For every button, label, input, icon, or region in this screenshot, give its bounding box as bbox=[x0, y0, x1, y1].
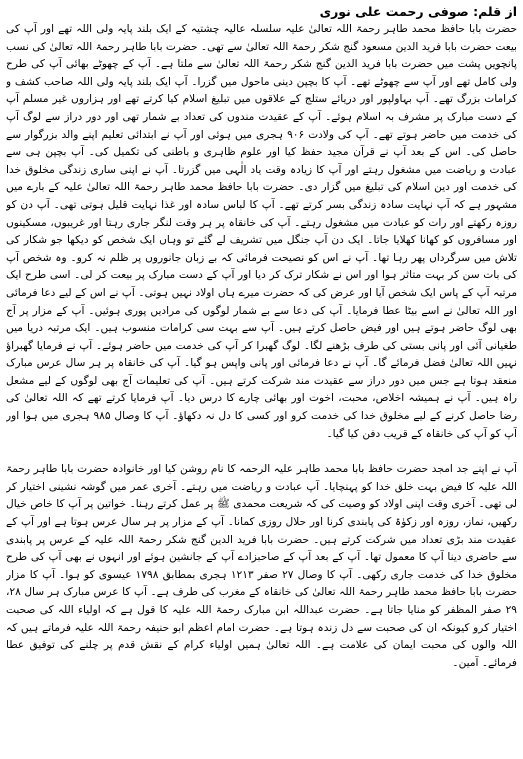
article-paragraph-1: حضرت بابا حافظ محمد طاہر رحمۃ اللہ تعالیٰ علیہ سلسلہ عالیہ چشتیہ کے ایک بلند پایہ ولی اللہ تھے اور آپ کی بیعت حضرت بابا فرید الدین مسعود گنج شکر رحمۃ اللہ تعالیٰ سے تھی۔ حضرت بابا طاہر رحمۃ اللہ تعالیٰ کی نسب پانچویں پشت میں حضرت بابا فرید الدین گنج شکر رحمۃ اللہ تعالیٰ سے ملتا ہے۔ آپ کے چھوٹے بھائی آپ کی طرح ولی کامل تھے اور آپ سے چھوٹے تھے۔ آپ کا بچپن دینی ماحول میں گزرا۔ آپ ایک بلند پایہ ولی اللہ صاحب کشف و کرامات بزرگ تھے۔ آپ بہاولپور اور دریائے ستلج کے علاقوں میں تبلیغ اسلام کیا کرتے تھے اور ہزاروں غیر مسلم آپ کے دست مبارک پر مشرف بہ اسلام ہوئے۔ آپ کے عقیدت مندوں کی تعداد بے شمار تھی اور دور دراز سے لوگ آپ کی خدمت میں حاضر ہوتے تھے۔ آپ کی ولادت ۹۰۶ ہجری میں ہوئی اور آپ نے ابتدائی تعلیم اپنے والد بزرگوار سے حاصل کی۔ اس کے بعد آپ نے قرآن مجید حفظ کیا اور علوم ظاہری و باطنی کی تکمیل کی۔ آپ بچپن ہی سے عبادت و ریاضت میں مشغول رہتے اور آپ کا زیادہ وقت یاد الٰہی میں گزرتا۔ آپ نے اپنی ساری زندگی مخلوق خدا کی خدمت اور دین اسلام کی تبلیغ میں گزار دی۔ حضرت بابا حافظ محمد طاہر رحمۃ اللہ تعالیٰ علیہ کے بارے میں مشہور ہے کہ آپ نہایت سادہ زندگی بسر کرتے تھے۔ آپ کا لباس سادہ اور غذا نہایت قلیل ہوتی تھی۔ آپ دن کو روزہ رکھتے اور رات کو عبادت میں مشغول رہتے۔ آپ کی خانقاہ پر ہر وقت لنگر جاری رہتا اور غریبوں، مسکینوں اور مسافروں کو کھانا کھلایا جاتا۔ ایک دن آپ جنگل میں تشریف لے گئے تو وہاں ایک شخص کو دیکھا جو شکار کی تلاش میں سرگرداں پھر رہا تھا۔ آپ نے اس کو نصیحت فرمائی کہ بے زبان جانوروں پر ظلم نہ کرو۔ وہ شخص آپ کی بات سن کر بہت متاثر ہوا اور اس نے شکار ترک کر دیا اور آپ کے دست مبارک پر بیعت کر لی۔ اسی طرح ایک مرتبہ آپ کے پاس ایک شخص آیا اور عرض کی کہ حضرت میرے ہاں اولاد نہیں ہوتی۔ آپ نے اس کے لیے دعا فرمائی اور اللہ تعالیٰ نے اسے بیٹا عطا فرمایا۔ آپ کی دعا سے بے شمار لوگوں کی مرادیں پوری ہوئیں۔ آپ کے مزار پر آج بھی لوگ حاضر ہوتے ہیں اور فیض حاصل کرتے ہیں۔ آپ سے بہت سی کرامات منسوب ہیں۔ ایک مرتبہ دریا میں طغیانی آئی اور پانی بستی کی طرف بڑھنے لگا۔ لوگ گھبرا کر آپ کی خدمت میں حاضر ہوئے۔ آپ نے فرمایا گھبراؤ نہیں اللہ تعالیٰ فضل فرمائے گا۔ آپ نے دعا فرمائی اور پانی واپس ہو گیا۔ آپ کی خانقاہ پر ہر سال عرس مبارک منعقد ہوتا ہے جس میں دور دراز سے عقیدت مند شرکت کرتے ہیں۔ آپ کی تعلیمات آج بھی لوگوں کے لیے مشعل راہ ہیں۔ آپ نے ہمیشہ اخلاص، محبت، اخوت اور بھائی چارے کا درس دیا۔ آپ فرمایا کرتے تھے کہ اللہ تعالیٰ کی رضا حاصل کرنے کے لیے مخلوق خدا کی خدمت کرو اور کسی کا دل نہ دکھاؤ۔ آپ کا وصال ۹۸۵ ہجری میں ہوا اور آپ کو آپ کی خانقاہ کے قریب دفن کیا گیا۔ bbox=[6, 23, 517, 440]
author-byline: از قلم: صوفی رحمت علی نوری bbox=[319, 4, 517, 19]
article-page bbox=[6, 4, 517, 755]
article-paragraph-2: آپ نے اپنے جد امجد حضرت حافظ بابا محمد طاہر علیہ الرحمہ کا نام روشن کیا اور خانوادہ حضرت بابا طاہر رحمۃ اللہ علیہ کا فیض بہت خلق خدا کو پہنچایا۔ آپ عبادت و ریاضت میں رہتے۔ آخری عمر میں گوشہ نشینی اختیار کر لی تھی۔ آخری وقت اپنی اولاد کو وصیت کی کہ شریعت محمدی ﷺ پر عمل کرتے رہنا۔ خواتین پر آپ کا خاص خیال رکھیں، نماز، روزہ اور زکوٰۃ کی پابندی کرنا اور حلال روزی کمانا۔ آپ کے مزار پر ہر سال عرس ہوتا ہے اور آپ کے عقیدت مند بڑی تعداد میں شرکت کرتے ہیں۔ حضرت بابا فرید الدین گنج شکر رحمۃ اللہ علیہ کے عرس پر پابندی سے حاضری دینا آپ کا معمول تھا۔ آپ کے بعد آپ کے صاحبزادے آپ کے جانشین ہوئے اور انہوں نے بھی آپ کی طرح مخلوق خدا کی خدمت جاری رکھی۔ آپ کا وصال ۲۷ صفر ۱۲۱۳ ہجری بمطابق ۱۷۹۸ عیسوی کو ہوا۔ آپ کا مزار حضرت بابا حافظ محمد طاہر رحمۃ اللہ تعالیٰ کی خانقاہ کے مغرب کی طرف ہے۔ آپ کا عرس مبارک ہر سال ۲۸، ۲۹ صفر المظفر کو منایا جاتا ہے۔ حضرت عبداللہ ابن مبارک رحمۃ اللہ علیہ کا قول ہے کہ اولیاء اللہ کی صحبت اختیار کرو کیونکہ ان کی صحبت سے دل زندہ ہوتا ہے۔ حضرت امام اعظم ابو حنیفہ رحمۃ اللہ علیہ فرماتے ہیں کہ اللہ والوں کی محبت ایمان کی علامت ہے۔ اللہ تعالیٰ ہمیں اولیاء کرام کے نقش قدم پر چلنے کی توفیق عطا فرمائے۔ آمین۔ bbox=[6, 463, 517, 669]
